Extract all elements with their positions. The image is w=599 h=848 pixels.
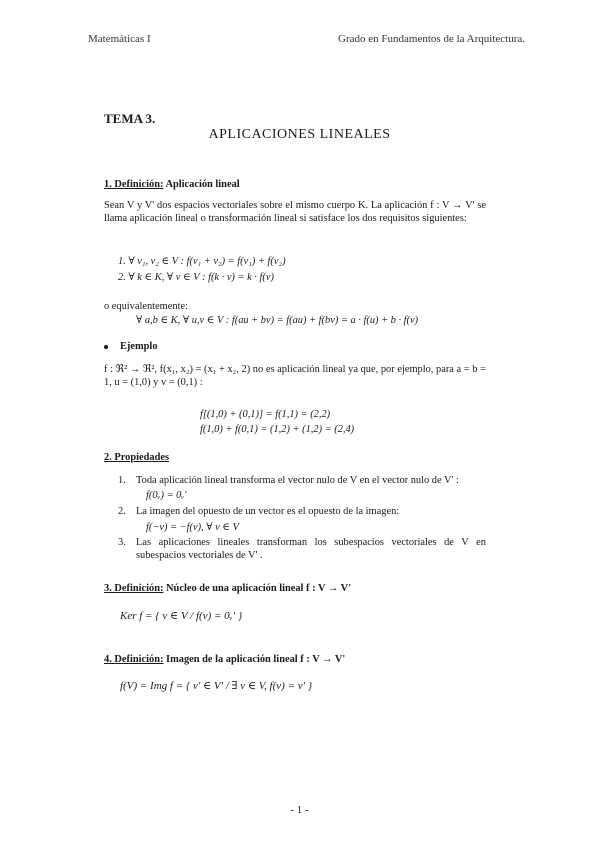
header-course: Matemáticas I bbox=[88, 33, 151, 45]
section-2-title: 2. Propiedades bbox=[104, 452, 170, 463]
section-3-number: 3. Definición: bbox=[104, 583, 164, 594]
definition-paragraph: Sean V y V' dos espacios vectoriales sobre el mismo cuerpo K. La aplicación f : V → V' se llama aplicación lineal o transformación lineal si satisface los dos requisitos siguientes: bbox=[104, 200, 486, 224]
example-computation-1: f[(1,0) + (0,1)] = f(1,1) = (2,2) bbox=[200, 409, 331, 420]
topic-number: TEMA 3. bbox=[104, 111, 156, 126]
property-3 bbox=[118, 536, 486, 562]
section-1-title: Aplicación lineal bbox=[163, 179, 240, 190]
example-computation-2: f(1,0) + f(0,1) = (1,2) + (1,2) = (2,4) bbox=[200, 424, 355, 435]
property-1-text: Toda aplicación lineal transforma el vector nulo de V en el vector nulo de V' : bbox=[136, 475, 459, 486]
section-3-heading bbox=[104, 582, 351, 595]
equivalent-formula: ∀ a,b ∈ K, ∀ u,v ∈ V : f(au + bv) = f(au) + f(bv) = a · f(u) + b · f(v) bbox=[136, 315, 419, 326]
header-degree: Grado en Fundamentos de la Arquitectura. bbox=[338, 33, 525, 45]
property-2 bbox=[118, 505, 486, 534]
page-title: APLICACIONES LINEALES bbox=[208, 127, 391, 142]
equivalently-label: o equivalentemente: bbox=[104, 301, 188, 312]
property-3-text: Las aplicaciones lineales transforman los subespacios vectoriales de V en subespacios vectoriales de V' . bbox=[136, 537, 486, 561]
page-number: - 1 - bbox=[290, 804, 309, 816]
section-1-number: 1. Definición: bbox=[104, 179, 164, 190]
bullet-icon bbox=[104, 345, 108, 349]
property-3-number: 3. bbox=[118, 537, 126, 548]
property-1-number: 1. bbox=[118, 475, 126, 486]
property-1-formula: f(0ᵥ) = 0ᵥ' bbox=[146, 490, 187, 501]
section-4-number: 4. Definición: bbox=[104, 654, 164, 665]
section-2-heading bbox=[104, 451, 169, 464]
kernel-formula: Ker f = { v ∈ V / f(v) = 0ᵥ' } bbox=[120, 610, 243, 622]
requirement-1: 1. ∀ v₁, v₂ ∈ V : f(v₁ + v₂) = f(v₁) + f(v₂) bbox=[118, 256, 286, 267]
example-label: Ejemplo bbox=[120, 341, 158, 352]
image-formula: f(V) = Img f = { v' ∈ V' / ∃ v ∈ V, f(v) = v' } bbox=[120, 680, 313, 692]
section-4-title: Imagen de la aplicación lineal f : V → V' bbox=[163, 654, 346, 665]
example-text: f : ℜ² → ℜ², f(x₁, x₂) = (x₁ + x₂, 2) no es aplicación lineal ya que, por ejemplo, para a = b = 1, u = (1,0) y v = (0,1) : bbox=[104, 364, 486, 388]
property-1 bbox=[118, 474, 486, 502]
section-3-title: Núcleo de una aplicación lineal f : V → V' bbox=[163, 583, 352, 594]
section-4-heading bbox=[104, 653, 345, 666]
requirement-2: 2. ∀ k ∈ K, ∀ v ∈ V : f(k · v) = k · f(v) bbox=[118, 272, 274, 283]
property-2-text: La imagen del opuesto de un vector es el opuesto de la imagen: bbox=[136, 506, 400, 517]
section-1-heading bbox=[104, 178, 240, 191]
property-2-formula: f(−v) = −f(v), ∀ v ∈ V bbox=[146, 522, 239, 533]
example-heading bbox=[104, 340, 158, 353]
property-2-number: 2. bbox=[118, 506, 126, 517]
